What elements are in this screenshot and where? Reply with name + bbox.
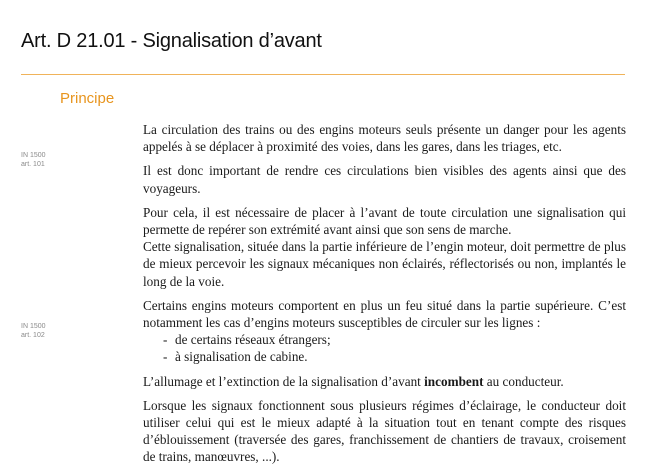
section-title: Principe xyxy=(60,90,115,107)
paragraph: Cette signalisation, située dans la partie inférieure de l’engin moteur, doit permettre de plus de mieux percevoir les signaux mécaniques non éclairés, réflectorisés ou non, implantés le long de la voie. xyxy=(143,239,626,289)
bullet-list xyxy=(143,331,626,365)
paragraph: Pour cela, il est nécessaire de placer à l’avant de toute circulation une signalisation qui permette de repérer son extrémité avant ainsi que son sens de marche. xyxy=(143,204,626,238)
list-item xyxy=(163,331,626,348)
paragraph: Certains engins moteurs comportent en plus un feu situé dans la partie supérieure. C’est notamment les cas d’engins moteurs susceptibles de circuler sur les lignes : xyxy=(143,297,626,331)
paragraph: La circulation des trains ou des engins moteurs seuls présente un danger pour les agents appelés à se déplacer à proximité des voies, dans les gares, dans les triages, etc. xyxy=(143,122,626,155)
paragraph-text: au conducteur. xyxy=(483,373,564,389)
emphasis-text: incombent xyxy=(424,373,484,389)
margin-reference-article: art. 102 xyxy=(21,332,45,339)
list-item-text: à signalisation de cabine. xyxy=(175,349,308,365)
dash-bullet: - xyxy=(163,349,168,365)
paragraph: Il est donc important de rendre ces circulations bien visibles des agents ainsi que des voyageurs. xyxy=(143,163,626,196)
margin-reference-code: IN 1500 xyxy=(21,152,46,159)
article-body xyxy=(143,121,626,473)
dash-bullet: - xyxy=(163,332,168,348)
list-item xyxy=(163,348,626,365)
paragraph xyxy=(143,373,626,390)
margin-reference-code: IN 1500 xyxy=(21,323,46,330)
margin-reference xyxy=(21,322,46,340)
list-item-text: de certains réseaux étrangers; xyxy=(175,332,331,348)
margin-reference xyxy=(21,151,46,169)
title-divider xyxy=(21,74,625,75)
page-title: Art. D 21.01 - Signalisation d’avant xyxy=(21,30,322,52)
paragraph: Lorsque les signaux fonctionnent sous plusieurs régimes d’éclairage, le conducteur doit utiliser celui qui est le mieux adapté à la situation tout en tenant compte des risques d’éblouissement (traversée des gares, franchissement de chantiers de travaux, croisement de trains, manœuvres, ...). xyxy=(143,397,626,465)
margin-reference-article: art. 101 xyxy=(21,161,45,168)
paragraph-text: L’allumage et l’extinction de la signalisation d’avant xyxy=(143,373,425,389)
